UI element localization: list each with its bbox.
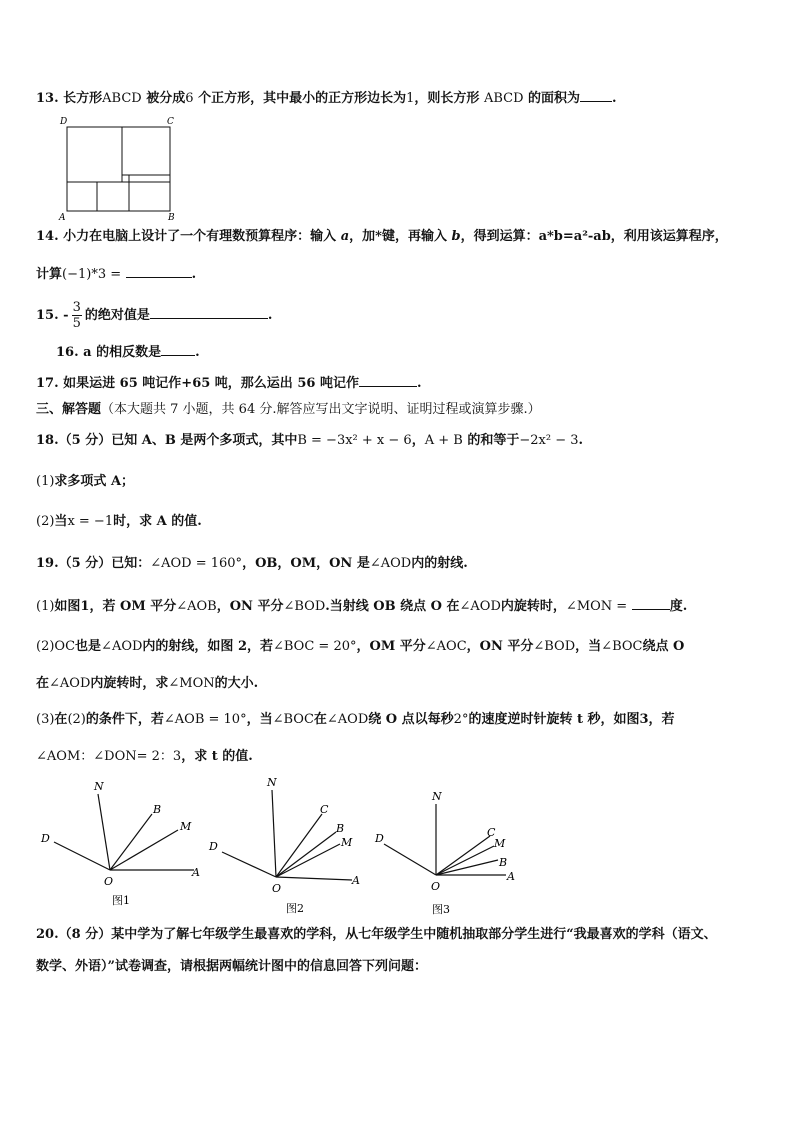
svg-text:N: N: [432, 790, 442, 803]
svg-text:图1: 图1: [112, 894, 130, 907]
q13-rectangle-figure: [56, 112, 186, 224]
q17-line: 17. 如果运进 65 吨记作+65 吨，那么运出 56 吨记作 .: [36, 376, 422, 391]
q19-part2-line1: (2)OC也是∠AOD内的射线，如图 2，若∠BOC = 20°，OM 平分∠AOC，ON 平分∠BOD，当∠BOC绕点 O: [36, 639, 685, 654]
q13-answer-blank: [580, 89, 612, 102]
svg-text:N: N: [267, 776, 277, 789]
q18-part1: (1)求多项式 A；: [36, 474, 135, 489]
q19-part3-line2: ∠AOM：∠DON= 2：3，求 t 的值.: [36, 749, 253, 764]
q13-line: 13. 长方形ABCD 被分成6 个正方形，其中最小的正方形边长为1，则长方形 ABCD 的面积为 .: [36, 91, 617, 106]
svg-text:M: M: [494, 837, 506, 850]
svg-text:D: D: [375, 832, 384, 845]
q19-answer-blank: [632, 597, 670, 610]
svg-text:M: M: [180, 820, 192, 833]
svg-text:C: C: [487, 826, 496, 839]
section-title: 三、解答题（本大题共 7 小题，共 64 分.解答应写出文字说明、证明过程或演算步骤.）: [36, 402, 541, 417]
q19-figure-3: [370, 780, 530, 920]
svg-text:B: B: [336, 822, 345, 835]
svg-text:C: C: [320, 803, 329, 816]
svg-text:B: B: [153, 803, 162, 816]
q19-figure-2: [206, 772, 376, 917]
q14-number: 14.: [36, 229, 59, 244]
q19-number: 19.: [36, 556, 59, 571]
q17-number: 17.: [36, 376, 59, 391]
q20-line1: 20.（8 分）某中学为了解七年级学生最喜欢的学科，从七年级学生中随机抽取部分学生进行“我最喜欢的学科（语文、: [36, 927, 717, 942]
svg-text:A: A: [352, 874, 360, 887]
q15-number: 15.: [36, 308, 59, 323]
q18-number: 18.: [36, 433, 59, 448]
svg-text:N: N: [94, 780, 104, 793]
svg-text:D: D: [41, 832, 50, 845]
q19-line: 19.（5 分）已知：∠AOD = 160°，OB，OM，ON 是∠AOD内的射线.: [36, 556, 468, 571]
q14-answer-blank: [126, 265, 192, 278]
q18-line: 18.（5 分）已知 A、B 是两个多项式，其中B = −3x² + x − 6，A + B 的和等于−2x² − 3.: [36, 433, 584, 448]
q15-line: 15. - $\frac{3}{5}$ 的绝对值是 .: [36, 300, 273, 331]
svg-text:O: O: [272, 882, 282, 895]
q19-figure-1: [36, 772, 216, 912]
q16-line: 16. a 的相反数是 .: [56, 345, 200, 360]
svg-text:图3: 图3: [432, 903, 450, 916]
svg-text:C: C: [167, 117, 174, 127]
svg-text:A: A: [192, 866, 200, 879]
q15-fraction: $\frac{3}{5}$: [72, 300, 81, 331]
q14-line1: 14. 小力在电脑上设计了一个有理数预算程序：输入 a，加*键，再输入 b，得到运算：a*b=a²-ab，利用该运算程序，: [36, 229, 728, 244]
rect-abcd: [67, 127, 170, 211]
q17-answer-blank: [359, 374, 417, 387]
svg-text:O: O: [104, 875, 114, 888]
q13-number: 13.: [36, 91, 59, 106]
svg-text:图2: 图2: [286, 902, 304, 915]
q18-part2: (2)当x = −1时，求 A 的值.: [36, 514, 202, 529]
q16-answer-blank: [161, 343, 195, 356]
svg-text:D: D: [209, 840, 218, 853]
svg-text:B: B: [168, 213, 175, 223]
q15-answer-blank: [150, 306, 268, 319]
q20-line2: 数学、外语）”试卷调查，请根据两幅统计图中的信息回答下列问题：: [36, 959, 427, 974]
svg-text:M: M: [341, 836, 353, 849]
svg-text:O: O: [431, 880, 441, 893]
svg-text:B: B: [499, 856, 508, 869]
q20-number: 20.: [36, 927, 59, 942]
q19-part2-line2: 在∠AOD内旋转时，求∠MON的大小.: [36, 676, 259, 691]
q16-number: 16.: [56, 345, 79, 360]
q14-line2: 计算(−1)*3 = .: [36, 267, 197, 282]
svg-text:D: D: [60, 117, 68, 127]
q19-part1: (1)如图1，若 OM 平分∠AOB，ON 平分∠BOD.当射线 OB 绕点 O 在∠AOD内旋转时，∠MON = 度.: [36, 599, 688, 614]
svg-text:A: A: [59, 213, 66, 223]
svg-text:A: A: [507, 870, 515, 883]
q19-part3-line1: (3)在(2)的条件下，若∠AOB = 10°，当∠BOC在∠AOD绕 O 点以每秒2°的速度逆时针旋转 t 秒，如图3，若: [36, 712, 675, 727]
